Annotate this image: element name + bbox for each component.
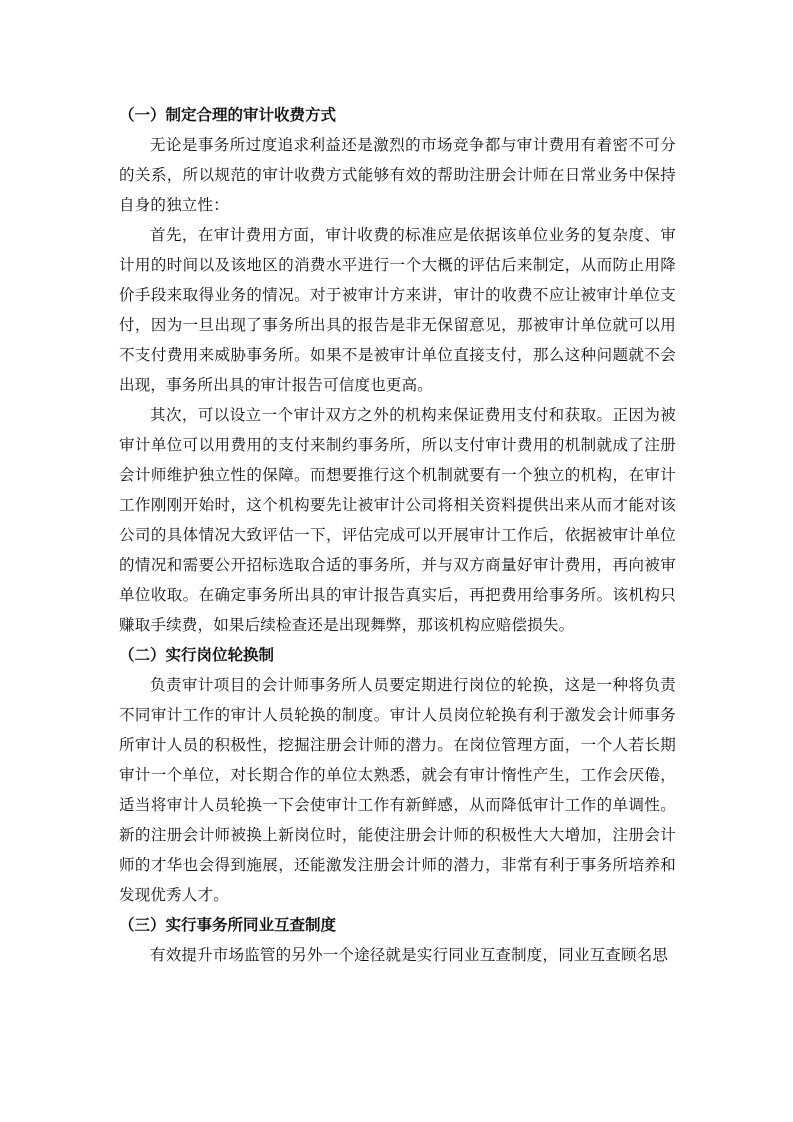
paragraph: 有效提升市场监管的另外一个途径就是实行同业互查制度，同业互查顾名思 [150, 946, 669, 964]
paragraph: 首先，在审计费用方面，审计收费的标准应是依据该单位业务的复杂度、审计用的时间以及该地区的消费水平进行一个大概的评估后来制定，从而防止用降价手段来取得业务的情况。对于被审计方来讲，审计的收费不应让被审计单位支付，因为一旦出现了事务所出具的报告是非无保留意见，那被审计单位就可以用不支付费用来威胁事务所。如果不是被审计单位直接支付，那么这种问题就不会出现，事务所出具的审计报告可信度也更高。 [119, 226, 676, 394]
document-body [119, 100, 676, 970]
paragraph: 负责审计项目的会计师事务所人员要定期进行岗位的轮换，这是一种将负责不同审计工作的审计人员轮换的制度。审计人员岗位轮换有利于激发会计师事务所审计人员的积极性，挖掘注册会计师的潜力。在岗位管理方面，一个人若长期审计一个单位，对长期合作的单位太熟悉，就会有审计惰性产生，工作会厌倦，适当将审计人员轮换一下会使审计工作有新鲜感，从而降低审计工作的单调性。新的注册会计师被换上新岗位时，能使注册会计师的积极性大大增加，注册会计师的才华也会得到施展，还能激发注册会计师的潜力，非常有利于事务所培养和发现优秀人才。 [119, 676, 676, 904]
paragraph: 其次，可以设立一个审计双方之外的机构来保证费用支付和获取。正因为被审计单位可以用费用的支付来制约事务所，所以支付审计费用的机制就成了注册会计师维护独立性的保障。而想要推行这个机制就要有一个独立的机构，在审计工作刚刚开始时，这个机构要先让被审计公司将相关资料提供出来从而才能对该公司的具体情况大致评估一下，评估完成可以开展审计工作后，依据被审计单位的情况和需要公开招标选取合适的事务所，并与双方商量好审计费用，再向被审单位收取。在确定事务所出具的审计报告真实后，再把费用给事务所。该机构只赚取手续费，如果后续检查还是出现舞弊，那该机构应赔偿损失。 [119, 406, 676, 634]
section-heading-1: （一）制定合理的审计收费方式 [119, 106, 337, 124]
paragraph: 无论是事务所过度追求利益还是激烈的市场竞争都与审计费用有着密不可分的关系，所以规范的审计收费方式能够有效的帮助注册会计师在日常业务中保持自身的独立性： [119, 136, 676, 214]
section-heading-3: （三）实行事务所同业互查制度 [119, 916, 337, 934]
section-heading-2: （二）实行岗位轮换制 [119, 646, 275, 664]
